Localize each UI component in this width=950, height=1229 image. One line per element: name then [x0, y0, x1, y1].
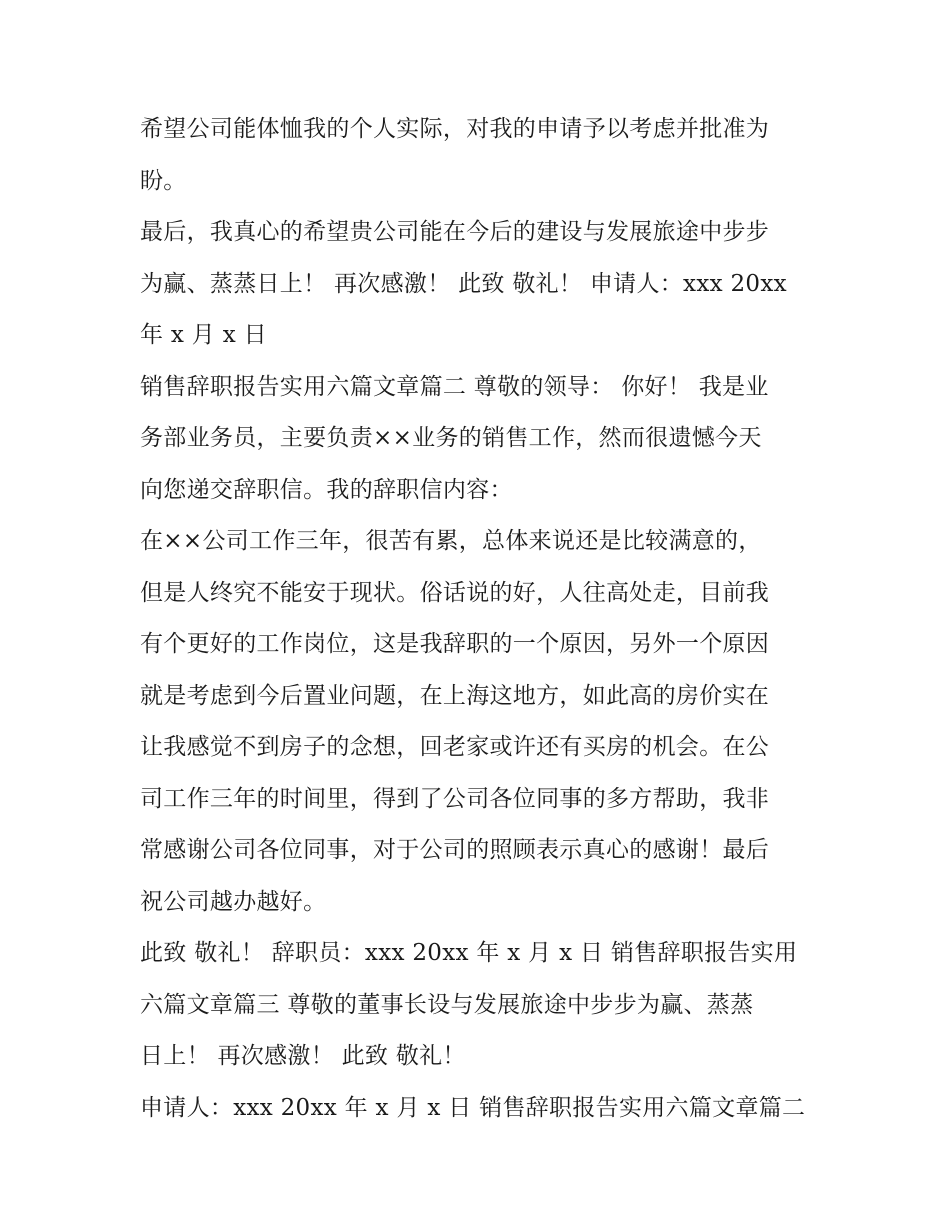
text-line: 销售辞职报告实用六篇文章篇二 尊敬的领导： 你好！ 我是业: [140, 373, 769, 400]
text-line: 为赢、蒸蒸日上！ 再次感激！ 此致 敬礼！ 申请人：xxx 20xx: [140, 270, 787, 297]
text-line: 盼。: [140, 167, 187, 194]
text-line: 常感谢公司各位同事，对于公司的照顾表示真心的感谢！最后: [140, 837, 770, 863]
text-line: 向您递交辞职信。我的辞职信内容：: [140, 476, 513, 503]
text-line: 就是考虑到今后置业问题，在上海这地方，如此高的房价实在: [140, 682, 770, 709]
text-line: 年 x 月 x 日: [140, 322, 267, 348]
text-line: 在××公司工作三年，很苦有累，总体来说还是比较满意的，: [140, 528, 762, 554]
text-line: 有个更好的工作岗位，这是我辞职的一个原因，另外一个原因: [140, 631, 770, 657]
text-line: 六篇文章篇三 尊敬的董事长设与发展旅途中步步为赢、蒸蒸: [140, 991, 754, 1018]
text-line: 让我感觉不到房子的念想，回老家或许还有买房的机会。在公: [140, 734, 770, 760]
text-line: 但是人终究不能安于现状。俗话说的好，人往高处走，目前我: [140, 579, 770, 606]
text-line: 此致 敬礼！ 辞职员：xxx 20xx 年 x 月 x 日 销售辞职报告实用: [140, 940, 798, 966]
text-line: 务部业务员，主要负责××业务的销售工作，然而很遗憾今天: [140, 425, 762, 451]
text-line: 日上！ 再次感激！ 此致 敬礼！: [140, 1043, 466, 1069]
text-line: 祝公司越办越好。: [140, 888, 327, 915]
text-line: 最后，我真心的希望贵公司能在今后的建设与发展旅途中步步: [140, 219, 770, 245]
document-body: [140, 104, 820, 1134]
text-line: 申请人：xxx 20xx 年 x 月 x 日 销售辞职报告实用六篇文章篇二: [140, 1094, 806, 1121]
text-line: 希望公司能体恤我的个人实际，对我的申请予以考虑并批准为: [140, 116, 770, 142]
text-line: 司工作三年的时间里，得到了公司各位同事的多方帮助，我非: [140, 785, 770, 812]
